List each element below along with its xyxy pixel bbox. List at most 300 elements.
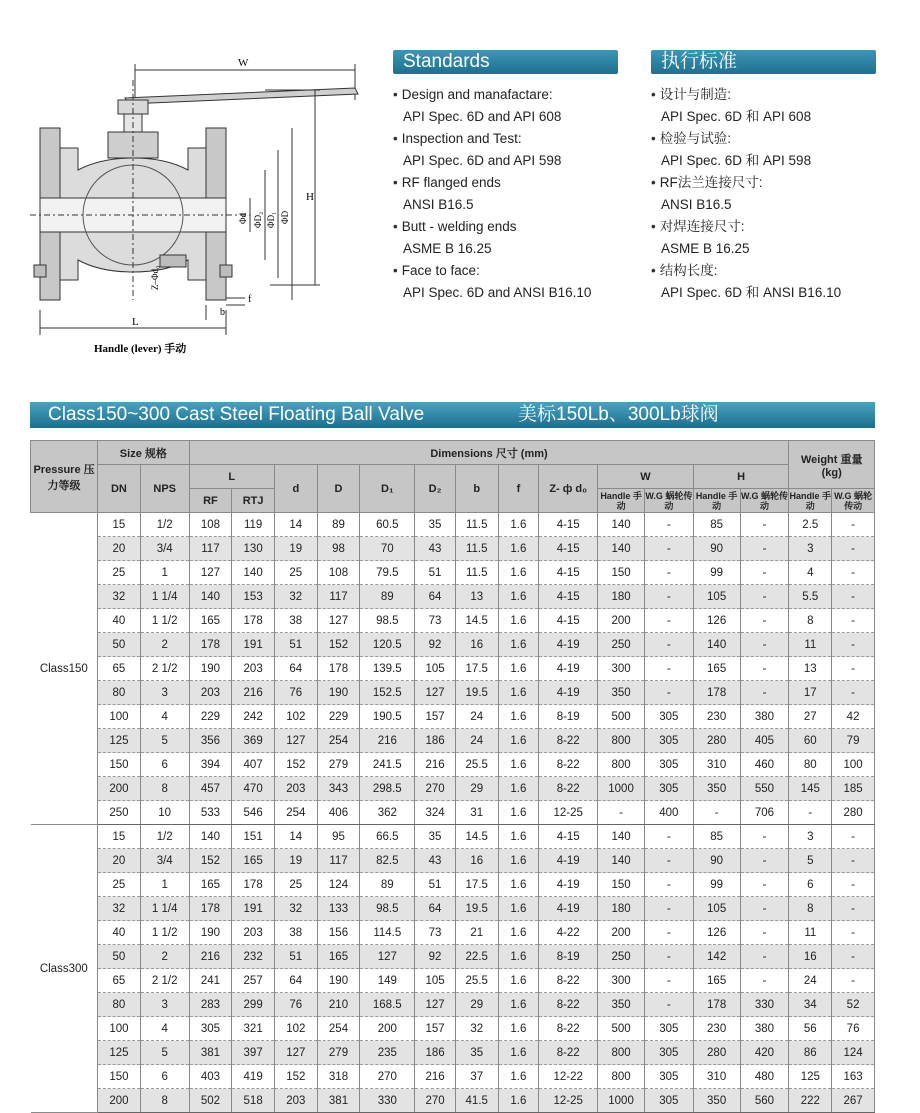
table-cell: 1.6 <box>498 585 539 609</box>
table-cell: 241.5 <box>360 753 415 777</box>
table-cell: 300 <box>598 969 645 993</box>
table-cell: 32 <box>274 897 317 921</box>
table-cell: 8 <box>140 1089 189 1113</box>
table-cell: 140 <box>693 633 740 657</box>
header-f: f <box>498 465 539 513</box>
table-cell: 1.6 <box>498 537 539 561</box>
d2-label: ΦD₂ <box>253 211 263 228</box>
table-cell: 178 <box>189 633 232 657</box>
table-row <box>31 753 875 777</box>
table-cell: 50 <box>98 633 141 657</box>
table-cell: 1.6 <box>498 633 539 657</box>
table-cell: - <box>832 561 875 585</box>
standard-heading: • Design and manafactare: <box>393 84 618 106</box>
table-cell: 4-15 <box>539 513 598 537</box>
table-cell: 40 <box>98 609 141 633</box>
header-d1: D₁ <box>360 465 415 513</box>
table-row <box>31 729 875 753</box>
table-cell: 3/4 <box>140 849 189 873</box>
table-cell: 5 <box>140 1041 189 1065</box>
table-cell: 145 <box>789 777 832 801</box>
table-cell: 126 <box>693 609 740 633</box>
standard-heading: • 对焊连接尺寸: <box>651 216 876 238</box>
table-cell: 279 <box>317 1041 360 1065</box>
table-cell: 89 <box>360 873 415 897</box>
table-cell: 150 <box>98 753 141 777</box>
table-cell: 24 <box>455 705 498 729</box>
table-cell: 318 <box>317 1065 360 1089</box>
table-row <box>31 513 875 537</box>
table-cell: 8-22 <box>539 1041 598 1065</box>
table-cell: 180 <box>598 897 645 921</box>
table-cell: 1000 <box>598 777 645 801</box>
table-cell: 380 <box>740 1017 789 1041</box>
table-cell: - <box>740 921 789 945</box>
header-w-wg: W.G 蜗轮传动 <box>645 490 693 511</box>
table-cell: 191 <box>232 633 275 657</box>
table-cell: 119 <box>232 513 275 537</box>
table-cell: 127 <box>189 561 232 585</box>
standards-en-title: Standards <box>393 50 618 74</box>
table-cell: 65 <box>98 657 141 681</box>
table-cell: 8-22 <box>539 753 598 777</box>
header-h-handle: Handle 手动 <box>693 489 740 513</box>
table-cell: 98.5 <box>360 897 415 921</box>
table-row <box>31 873 875 897</box>
table-cell: 37 <box>455 1065 498 1089</box>
table-cell: 14 <box>274 513 317 537</box>
header-w-handle: Handle 手动 <box>598 489 645 513</box>
table-cell: 4-19 <box>539 657 598 681</box>
table-cell: 13 <box>455 585 498 609</box>
table-cell: 117 <box>189 537 232 561</box>
table-cell: 85 <box>693 825 740 849</box>
table-cell: 130 <box>232 537 275 561</box>
table-cell: 270 <box>415 777 456 801</box>
table-cell: - <box>740 897 789 921</box>
table-cell: - <box>740 681 789 705</box>
table-cell: 1.6 <box>498 825 539 849</box>
table-cell: 117 <box>317 585 360 609</box>
table-cell: 152 <box>274 753 317 777</box>
table-cell: 279 <box>317 753 360 777</box>
standard-heading: • Butt - welding ends <box>393 216 618 238</box>
table-cell: 1.6 <box>498 561 539 585</box>
standard-heading: • 检验与试验: <box>651 128 876 150</box>
l-label: L <box>132 316 139 328</box>
table-cell: 1.6 <box>498 945 539 969</box>
table-cell: 12-25 <box>539 1089 598 1113</box>
table-cell: 85 <box>693 513 740 537</box>
table-cell: 12-25 <box>539 801 598 825</box>
table-cell: 8-22 <box>539 969 598 993</box>
table-cell: 4-22 <box>539 921 598 945</box>
table-cell: 124 <box>832 1041 875 1065</box>
table-cell: 216 <box>360 729 415 753</box>
table-cell: 156 <box>317 921 360 945</box>
table-cell: 15 <box>98 513 141 537</box>
table-cell: 127 <box>317 609 360 633</box>
standard-value: API Spec. 6D and ANSI B16.10 <box>403 285 592 300</box>
table-cell: 1.6 <box>498 1065 539 1089</box>
table-cell: 203 <box>189 681 232 705</box>
table-cell: 4-19 <box>539 849 598 873</box>
table-cell: 16 <box>789 945 832 969</box>
table-cell: - <box>644 657 693 681</box>
table-cell: 95 <box>317 825 360 849</box>
table-cell: 1.6 <box>498 1041 539 1065</box>
table-row <box>31 993 875 1017</box>
standard-heading: • 设计与制造: <box>651 84 876 106</box>
table-cell: 25 <box>274 873 317 897</box>
table-cell: 25 <box>98 561 141 585</box>
table-cell: 4 <box>140 1017 189 1041</box>
table-cell: 6 <box>789 873 832 897</box>
table-cell: 305 <box>644 753 693 777</box>
table-cell: 350 <box>598 681 645 705</box>
table-cell: - <box>644 681 693 705</box>
table-cell: 1.6 <box>498 1089 539 1113</box>
table-cell: 1 1/4 <box>140 897 189 921</box>
table-cell: 4-15 <box>539 585 598 609</box>
table-cell: 186 <box>415 1041 456 1065</box>
table-cell: 20 <box>98 537 141 561</box>
table-cell: - <box>832 969 875 993</box>
table-cell: 270 <box>360 1065 415 1089</box>
table-cell: 114.5 <box>360 921 415 945</box>
table-cell: 280 <box>832 801 875 825</box>
d-label: Φd <box>238 212 248 224</box>
table-cell: 300 <box>598 657 645 681</box>
table-cell: 178 <box>693 681 740 705</box>
table-cell: 230 <box>693 705 740 729</box>
table-cell: 4-19 <box>539 633 598 657</box>
header-rtj: RTJ <box>232 489 275 513</box>
table-cell: 1 <box>140 561 189 585</box>
table-cell: 17 <box>789 681 832 705</box>
table-cell: 406 <box>317 801 360 825</box>
table-cell: 150 <box>98 1065 141 1089</box>
table-cell: 5 <box>140 729 189 753</box>
table-cell: 1.6 <box>498 609 539 633</box>
table-cell: 178 <box>693 993 740 1017</box>
table-row <box>31 681 875 705</box>
table-cell: 8 <box>789 897 832 921</box>
table-row <box>31 657 875 681</box>
table-cell: 280 <box>693 1041 740 1065</box>
table-cell: 152 <box>317 633 360 657</box>
header-b: b <box>455 465 498 513</box>
table-cell: 64 <box>415 897 456 921</box>
table-cell: 407 <box>232 753 275 777</box>
table-cell: 51 <box>274 633 317 657</box>
table-cell: 185 <box>832 777 875 801</box>
diagram-caption: Handle (lever) 手动 <box>94 343 187 355</box>
table-cell: 29 <box>455 777 498 801</box>
table-cell: 800 <box>598 753 645 777</box>
header-dn: DN <box>98 465 141 513</box>
table-cell: 82.5 <box>360 849 415 873</box>
table-cell: 200 <box>598 609 645 633</box>
table-cell: 8-22 <box>539 729 598 753</box>
table-cell: 35 <box>455 1041 498 1065</box>
standards-en <box>393 50 618 304</box>
table-row <box>31 945 875 969</box>
table-cell: 76 <box>274 993 317 1017</box>
table-cell: 178 <box>317 657 360 681</box>
table-cell: - <box>740 585 789 609</box>
table-cell: - <box>789 801 832 825</box>
table-cell: - <box>644 561 693 585</box>
table-cell: 80 <box>98 993 141 1017</box>
table-cell: 140 <box>189 825 232 849</box>
table-cell: 100 <box>832 753 875 777</box>
table-cell: - <box>832 921 875 945</box>
table-cell: 203 <box>232 921 275 945</box>
table-cell: 191 <box>232 897 275 921</box>
table-cell: 560 <box>740 1089 789 1113</box>
table-cell: 1000 <box>598 1089 645 1113</box>
table-cell: 25.5 <box>455 753 498 777</box>
table-cell: 105 <box>693 585 740 609</box>
table-cell: - <box>644 945 693 969</box>
table-cell: 321 <box>232 1017 275 1041</box>
table-cell: - <box>740 561 789 585</box>
table-cell: 102 <box>274 705 317 729</box>
table-cell: 11 <box>789 633 832 657</box>
header-d: d <box>274 465 317 513</box>
table-cell: 65 <box>98 969 141 993</box>
table-cell: 178 <box>189 897 232 921</box>
table-cell: - <box>644 921 693 945</box>
h-label: H <box>306 191 314 203</box>
table-cell: 1.6 <box>498 993 539 1017</box>
table-cell: 17.5 <box>455 873 498 897</box>
standard-heading: • RF flanged ends <box>393 172 618 194</box>
table-cell: 98.5 <box>360 609 415 633</box>
table-cell: - <box>644 585 693 609</box>
table-cell: 99 <box>693 561 740 585</box>
table-cell: 200 <box>98 1089 141 1113</box>
table-cell: 60 <box>789 729 832 753</box>
table-cell: 157 <box>415 1017 456 1041</box>
f-label: f <box>248 294 252 305</box>
table-cell: 51 <box>274 945 317 969</box>
table-cell: - <box>644 825 693 849</box>
table-cell: 163 <box>832 1065 875 1089</box>
table-cell: 34 <box>789 993 832 1017</box>
table-cell: 150 <box>598 561 645 585</box>
table-cell: 1/2 <box>140 513 189 537</box>
table-cell: 305 <box>644 1065 693 1089</box>
table-cell: - <box>832 681 875 705</box>
table-row <box>31 777 875 801</box>
standard-value: API Spec. 6D and API 608 <box>403 109 562 124</box>
table-cell: 73 <box>415 921 456 945</box>
table-cell: - <box>740 513 789 537</box>
table-row <box>31 969 875 993</box>
header-size: Size 规格 <box>98 441 190 465</box>
table-cell: 1 <box>140 873 189 897</box>
table-row <box>31 897 875 921</box>
table-cell: 305 <box>644 777 693 801</box>
table-cell: 250 <box>598 945 645 969</box>
table-cell: 298.5 <box>360 777 415 801</box>
table-cell: 99 <box>693 873 740 897</box>
table-cell: 140 <box>598 537 645 561</box>
table-cell: 150 <box>598 873 645 897</box>
table-cell: - <box>832 633 875 657</box>
table-cell: 11.5 <box>455 561 498 585</box>
table-cell: 299 <box>232 993 275 1017</box>
pressure-class: Class300 <box>31 825 98 1113</box>
table-row <box>31 561 875 585</box>
table-cell: 480 <box>740 1065 789 1089</box>
table-cell: 2 1/2 <box>140 657 189 681</box>
table-cell: 305 <box>644 1089 693 1113</box>
table-cell: - <box>740 945 789 969</box>
table-cell: 200 <box>598 921 645 945</box>
standards-cn-list <box>651 84 876 304</box>
table-cell: - <box>644 633 693 657</box>
table-cell: 230 <box>693 1017 740 1041</box>
table-cell: 105 <box>415 969 456 993</box>
table-cell: 1.6 <box>498 969 539 993</box>
table-cell: 152 <box>189 849 232 873</box>
table-cell: 14 <box>274 825 317 849</box>
table-row <box>31 1017 875 1041</box>
header-nps: NPS <box>140 465 189 513</box>
table-cell: 76 <box>832 1017 875 1041</box>
table-row <box>31 705 875 729</box>
table-cell: 105 <box>693 897 740 921</box>
table-cell: 11 <box>789 921 832 945</box>
table-cell: 1.6 <box>498 753 539 777</box>
table-cell: 142 <box>693 945 740 969</box>
table-cell: 330 <box>360 1089 415 1113</box>
table-cell: 190 <box>317 681 360 705</box>
table-cell: 8-19 <box>539 705 598 729</box>
table-cell: 4 <box>140 705 189 729</box>
table-cell: - <box>832 585 875 609</box>
table-cell: 800 <box>598 1065 645 1089</box>
table-cell: 127 <box>274 1041 317 1065</box>
table-cell: 140 <box>189 585 232 609</box>
table-cell: 25 <box>98 873 141 897</box>
table-cell: 29 <box>455 993 498 1017</box>
standard-heading: • RF法兰连接尺寸: <box>651 172 876 194</box>
table-cell: 14.5 <box>455 825 498 849</box>
table-cell: 125 <box>98 1041 141 1065</box>
table-cell: 149 <box>360 969 415 993</box>
table-cell: 8-22 <box>539 993 598 1017</box>
table-cell: 140 <box>598 513 645 537</box>
table-row <box>31 921 875 945</box>
table-cell: 125 <box>98 729 141 753</box>
table-cell: 38 <box>274 609 317 633</box>
table-cell: 38 <box>274 921 317 945</box>
standard-value: ANSI B16.5 <box>403 197 474 212</box>
table-cell: 126 <box>693 921 740 945</box>
table-cell: 19 <box>274 849 317 873</box>
table-cell: 350 <box>693 1089 740 1113</box>
table-cell: 73 <box>415 609 456 633</box>
table-cell: 13 <box>789 657 832 681</box>
table-cell: 1.6 <box>498 849 539 873</box>
table-cell: 80 <box>98 681 141 705</box>
table-cell: 40 <box>98 921 141 945</box>
table-cell: 3 <box>789 825 832 849</box>
table-cell: 254 <box>317 729 360 753</box>
table-cell: 280 <box>693 729 740 753</box>
table-row <box>31 849 875 873</box>
table-cell: 76 <box>274 681 317 705</box>
table-row <box>31 609 875 633</box>
table-cell: 20 <box>98 849 141 873</box>
table-cell: - <box>644 897 693 921</box>
table-cell: - <box>740 657 789 681</box>
table-row <box>31 801 875 825</box>
table-cell: - <box>740 633 789 657</box>
table-cell: 250 <box>98 801 141 825</box>
table-cell: 241 <box>189 969 232 993</box>
table-cell: 27 <box>789 705 832 729</box>
table-cell: 305 <box>644 705 693 729</box>
table-cell: 100 <box>98 1017 141 1041</box>
table-cell: 43 <box>415 537 456 561</box>
table-cell: 380 <box>740 705 789 729</box>
table-cell: 310 <box>693 753 740 777</box>
table-cell: 2 1/2 <box>140 969 189 993</box>
table-cell: 546 <box>232 801 275 825</box>
table-cell: 108 <box>189 513 232 537</box>
table-cell: 203 <box>274 1089 317 1113</box>
table-cell: 4-15 <box>539 825 598 849</box>
table-cell: 102 <box>274 1017 317 1041</box>
table-cell: 203 <box>232 657 275 681</box>
table-cell: 4-15 <box>539 537 598 561</box>
table-cell: 267 <box>832 1089 875 1113</box>
table-cell: 305 <box>644 1041 693 1065</box>
table-cell: - <box>644 537 693 561</box>
table-cell: 25.5 <box>455 969 498 993</box>
table-cell: 1.6 <box>498 513 539 537</box>
header-rf: RF <box>189 489 232 513</box>
table-cell: 105 <box>415 657 456 681</box>
header-dd: D <box>317 465 360 513</box>
table-cell: - <box>832 825 875 849</box>
table-cell: 125 <box>789 1065 832 1089</box>
dd-label: ΦD <box>280 210 290 224</box>
table-cell: 42 <box>832 705 875 729</box>
header-w: W <box>598 465 694 489</box>
table-cell: 8 <box>140 777 189 801</box>
header-z: Z- ф d₀ <box>539 465 598 513</box>
standard-value: API Spec. 6D and API 598 <box>403 153 562 168</box>
table-cell: 11.5 <box>455 537 498 561</box>
table-cell: 108 <box>317 561 360 585</box>
header-l: L <box>189 465 274 489</box>
table-cell: 165 <box>232 849 275 873</box>
table-cell: 1.6 <box>498 897 539 921</box>
valve-diagram <box>20 50 375 360</box>
table-cell: 305 <box>644 729 693 753</box>
b-label: b <box>220 307 225 318</box>
table-cell: 178 <box>232 609 275 633</box>
header-h-wg: W.G 蜗轮传动 <box>740 490 788 511</box>
table-cell: 5.5 <box>789 585 832 609</box>
table-cell: 140 <box>598 849 645 873</box>
